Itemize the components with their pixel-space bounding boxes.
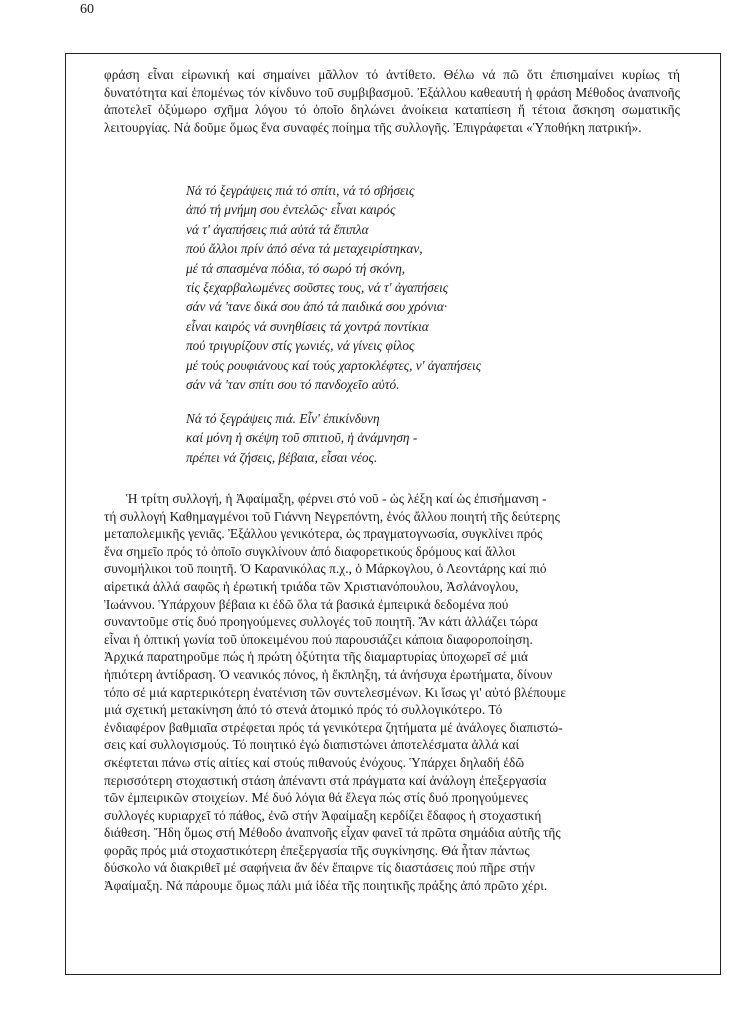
intro-paragraph: φράση εἶναι εἰρωνική καί σημαίνει μᾶλλον τό ἀντίθετο. Θέλω νά πῶ ὅτι ἐπισημαίνει κυρίως τή δυνατότητα καί ἑπομένως τόν κίνδυνο τοῦ συμβιβασμοῦ. Ἐξάλλου καθεαυτή ἡ φράση Μέθοδος ἀναπνοῆς ἀποτελεῖ ὀξύμωρο σχῆμα λόγου τό ὁποῖο δηλώνει ἀνοίκεια καταπίεση ἤ τέτοια ἄσκηση σωματικῆς λειτουργίας. Νά δοῦμε ὅμως ἕνα συναφές ποίημα τῆς συλλογῆς. Ἐπιγράφεται «Ὑποθήκη πατρική». xyxy=(104,67,680,135)
body-paragraph xyxy=(104,490,680,895)
poem-stanza-1 xyxy=(186,181,481,394)
poem-line: μέ τούς ρουφιάνους καί τούς χαρτοκλέφτες, ν' ἀγαπήσεις xyxy=(186,357,482,373)
poem-line: σάν νά 'ταν σπίτι σου τό πανδοχεῖο αὐτό. xyxy=(186,377,400,393)
body-paragraph-line: τόπο σέ μιά καρτερικότερη ἐνατένιση τῶν συντελεσμένων. Κι ἴσως γι' αὐτό βλέπουμε xyxy=(104,684,567,700)
body-paragraph-line: μεταπολεμικῆς γενιᾶς. Ἐξάλλου γενικότερα, ὡς πραγματογνωσία, συγκλίνει πρός xyxy=(104,526,543,542)
poem-line: πού τριγυρίζουν στίς γωνιές, νά γίνεις φίλος xyxy=(186,338,415,354)
body-paragraph-line: Ἡ τρίτη συλλογή, ἡ Ἀφαίμαξη, φέρνει στό νοῦ - ὡς λέξη καί ὡς ἐπισήμανση - xyxy=(126,491,547,506)
poem-line: Νά τό ξεγράψεις πιά τό σπίτι, νά τό σβήσεις xyxy=(186,183,415,198)
poem-line: πρέπει νά ζήσεις, βέβαια, εἶσαι νέος. xyxy=(186,449,378,465)
poem-line: καί μόνη ἡ σκέψη τοῦ σπιτιοῦ, ἡ ἀνάμνηση - xyxy=(186,430,418,446)
poem-line: Νά τό ξεγράψεις πιά. Εἶν' ἐπικίνδυνη xyxy=(186,411,380,426)
body-paragraph-line: συνομήλικοι τοῦ ποιητῆ. Ὁ Καρανικόλας π.χ., ὁ Μάρκογλου, ὁ Λεοντάρης καί πιό xyxy=(104,561,547,577)
poem-line: νά τ' ἀγαπήσεις πιά αὐτά τά ἔπιπλα xyxy=(186,221,369,237)
poem-line: τίς ξεχαρβαλωμένες σοῦστες τους, νά τ' ἀγαπήσεις xyxy=(186,280,449,296)
body-paragraph-line: μιά σχετική μετακίνηση ἀπό τό στενά ἀτομικό πρός τό συλλογικότερο. Τό xyxy=(104,702,503,718)
body-paragraph-line: περισσότερη στοχαστική στάση ἀπέναντι στά πράγματα καί ἀνάλογη ἐπεξεργασία xyxy=(104,772,547,788)
body-paragraph-line: διάθεση. Ἤδη ὅμως στή Μέθοδο ἀναπνοῆς εἶχαν φανεῖ τά πρῶτα σημάδια αὐτῆς τῆς xyxy=(104,825,561,841)
poem-line: εἶναι καιρός νά συνηθίσεις τά χοντρά ποντίκια xyxy=(186,318,429,334)
poem-line: ἀπό τή μνήμη σου ἐντελῶς· εἶναι καιρός xyxy=(186,202,396,218)
body-paragraph-line: φορᾶς πρός μιά στοχαστικότερη ἐπεξεργασία τῆς συγκίνησης. Θά ἦταν πάντως xyxy=(104,842,530,858)
body-paragraph-line: τῶν ἐμπειρικῶν στοιχείων. Μέ δυό λόγια θά ἔλεγα πώς στίς δυό προηγούμενες xyxy=(104,790,528,806)
body-paragraph-line: Ἀφαίμαξη. Νά πάρουμε ὅμως πάλι μιά ἰδέα τῆς ποιητικῆς πράξης ἀπό πρῶτο χέρι. xyxy=(104,878,548,894)
body-paragraph-line: Ἰωάννου. Ὑπάρχουν βέβαια κι ἐδῶ ὅλα τά βασικά ἐμπειρικά δεδομένα πού xyxy=(104,596,509,612)
body-paragraph-line: ἕνα σημεῖο πρός τό ὁποῖο συγκλίνουν ἀπό διαφορετικούς δρόμους καί ἄλλοι xyxy=(104,543,516,559)
body-paragraph-line: ἐνδιαφέρον βαθμιαῖα στρέφεται πρός τά γενικότερα ζητήματα μέ ἀνάλογες διαπιστώ- xyxy=(104,719,563,735)
poem-line: σάν νά 'τανε δικά σου ἀπό τά παιδικά σου χρόνια· xyxy=(186,299,448,315)
body-paragraph-line: σκέφτεται πάνω στίς αἰτίες καί στούς πιθανούς ἐνόχους. Ὑπάρχει δηλαδή ἐδῶ xyxy=(104,754,525,770)
body-paragraph-line: δύσκολο νά διακριθεῖ μέ σαφήνεια ἄν δέν ἔπαιρνε τίς διαστάσεις πού πῆρε στήν xyxy=(104,860,535,876)
poem-line: πού ἄλλοι πρίν ἀπό σένα τά μεταχειρίστηκαν, xyxy=(186,241,423,257)
body-paragraph-line: αἱρετικά ἀλλά σαφῶς ἡ ἐρωτική τριάδα τῶν Χριστιανόπουλου, Ἀσλάνογλου, xyxy=(104,578,519,594)
body-paragraph-line: σεις καί συλλογισμούς. Τό ποιητικό ἐγώ διαπιστώνει ἀποτελέσματα ἀλλά καί xyxy=(104,737,520,753)
body-paragraph-line: συναντοῦμε στίς δυό προηγούμενες συλλογές τοῦ ποιητῆ. Ἄν κάτι ἀλλάζει τώρα xyxy=(104,614,538,630)
body-paragraph-line: συλλογές κυριαρχεῖ τό πάθος, ἐνῶ στήν Ἀφαίμαξη κερδίζει ἔδαφος ἡ στοχαστική xyxy=(104,807,542,823)
body-paragraph-line: τή συλλογή Καθημαγμένοι τοῦ Γιάννη Νεγρεπόντη, ἑνός ἄλλου ποιητή τῆς δεύτερης xyxy=(104,508,560,524)
body-paragraph-line: ἠπιότερη ἀντίδραση. Ὁ νεανικός πόνος, ἡ ἔκπληξη, τά ἀνήσυχα ἐρωτήματα, δίνουν xyxy=(104,666,553,682)
page-number: 60 xyxy=(80,2,94,17)
poem-line: μέ τά σπασμένα πόδια, τό σωρό τή σκόνη, xyxy=(186,260,406,276)
poem-stanza-2 xyxy=(186,409,417,467)
body-paragraph-line: εἶναι ἡ ὀπτική γωνία τοῦ ὑποκειμένου πού παρουσιάζει κάποια διαφοροποίηση. xyxy=(104,631,533,647)
body-paragraph-line: Ἀρχικά παρατηροῦμε πώς ἡ πρώτη ὀξύτητα τῆς διαμαρτυρίας ὑποχωρεῖ σέ μιά xyxy=(104,649,529,665)
